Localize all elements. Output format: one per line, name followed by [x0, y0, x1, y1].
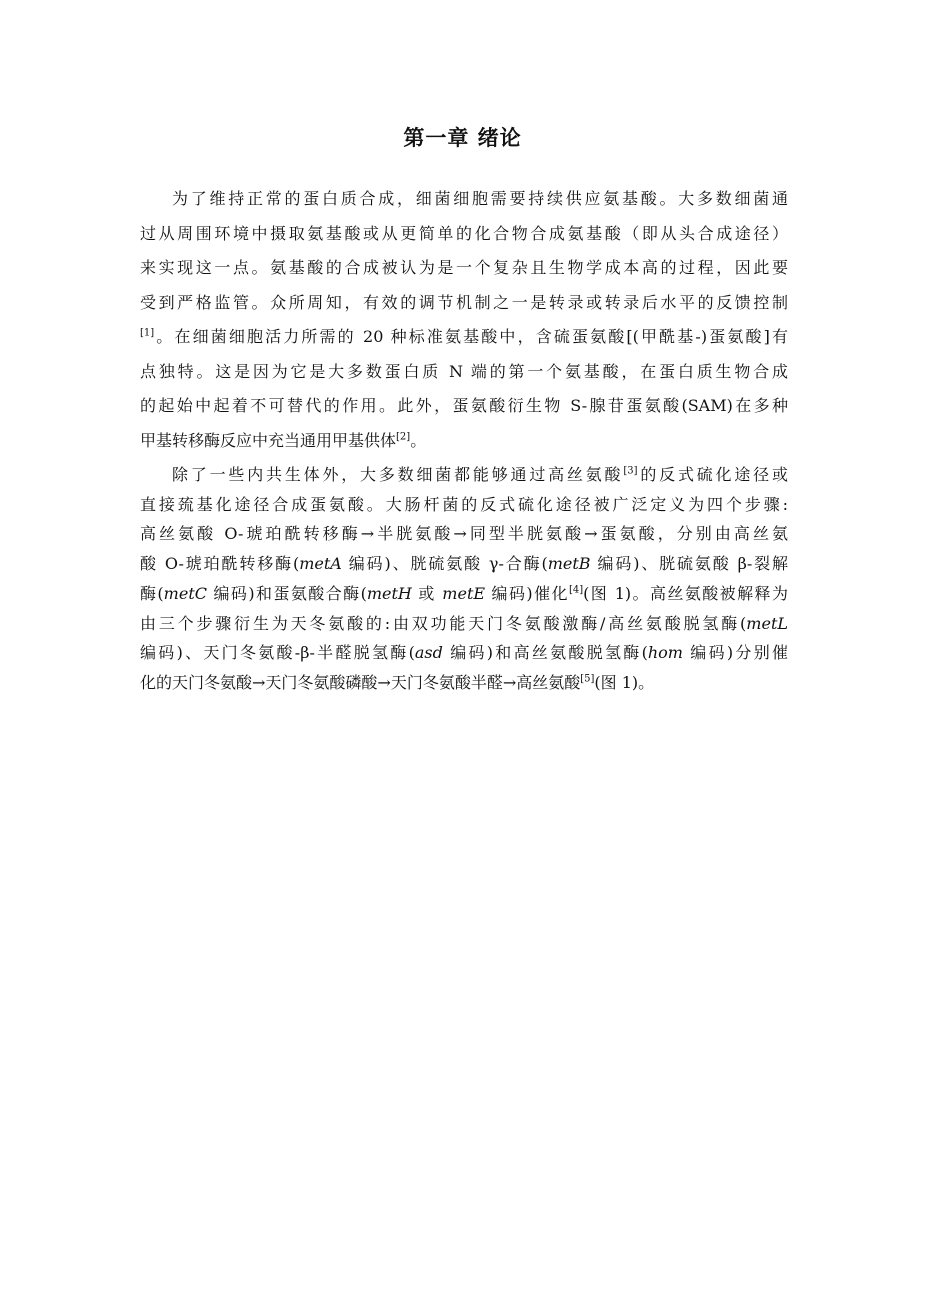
text-line: [140, 668, 788, 698]
text-segment: 编码)和蛋氨酸合酶(: [206, 583, 367, 603]
text-segment: 编码)和高丝氨酸脱氢酶(: [442, 643, 648, 663]
text-line: [140, 549, 788, 579]
text-line: 直接巯基化途径合成蛋氨酸。大肠杆菌的反式硫化途径被广泛定义为四个步骤:: [140, 494, 788, 514]
text-segment: (图 1)。高丝氨酸被解释为: [583, 583, 788, 603]
text-segment: 化的天门冬氨酸→天门冬氨酸磷酸→天门冬氨酸半醛→高丝氨酸: [140, 672, 581, 692]
gene-name: asd: [414, 643, 443, 663]
text-segment: 编码)、胱硫氨酸 β-裂解: [590, 554, 788, 574]
gene-name: hom: [647, 643, 683, 663]
text-segment: 。在细菌细胞活力所需的 20 种标准氨基酸中，含硫蛋氨酸[(甲酰基-)蛋氨酸]有: [154, 327, 788, 346]
text-line: 高丝氨酸 O-琥珀酰转移酶→半胱氨酸→同型半胱氨酸→蛋氨酸，分别由高丝氨: [140, 524, 788, 544]
citation-ref: [5]: [580, 673, 595, 685]
gene-name: metC: [163, 583, 207, 603]
citation-ref: [2]: [396, 431, 411, 443]
text-segment: 酸 O-琥珀酰转移酶(: [140, 554, 300, 574]
text-line: 受到严格监管。众所周知，有效的调节机制之一是转录或转录后水平的反馈控制: [140, 292, 788, 312]
text-line: 过从周围环境中摄取氨基酸或从更简单的化合物合成氨基酸（即从头合成途径）: [140, 223, 788, 243]
text-line: [140, 320, 788, 355]
text-line: [140, 579, 788, 609]
citation-ref: [3]: [623, 465, 638, 477]
gene-name: metH: [366, 583, 412, 603]
text-line: 为了维持正常的蛋白质合成，细菌细胞需要持续供应氨基酸。大多数细菌通: [172, 189, 788, 208]
text-segment: 的反式硫化途径或: [637, 465, 788, 484]
text-line: [140, 638, 788, 668]
paragraph-1: [140, 182, 788, 458]
citation-ref: [1]: [140, 327, 155, 339]
chapter-title: 第一章 绪论: [403, 126, 522, 150]
gene-name: metE: [442, 583, 486, 603]
text-line: 的起始中起着不可替代的作用。此外，蛋氨酸衍生物 S-腺苷蛋氨酸(SAM)在多种: [140, 396, 788, 415]
text-segment: 编码)、天门冬氨酸-β-半醛脱氢酶(: [140, 643, 415, 663]
body-text: [140, 182, 788, 698]
text-line: [140, 460, 788, 490]
text-segment: 由三个步骤衍生为天冬氨酸的:由双功能天门冬氨酸激酶/高丝氨酸脱氢酶(: [140, 613, 747, 633]
paragraph-2: [140, 460, 788, 698]
text-line: [140, 609, 788, 639]
text-segment: 除了一些内共生体外，大多数细菌都能够通过高丝氨酸: [172, 465, 624, 484]
text-line: [140, 424, 788, 459]
text-line: 来实现这一点。氨基酸的合成被认为是一个复杂且生物学成本高的过程，因此要: [140, 258, 788, 277]
text-segment: 或: [411, 583, 443, 603]
text-segment: 编码)分别催: [682, 643, 788, 663]
gene-name: metA: [299, 554, 342, 574]
gene-name: metB: [547, 554, 591, 574]
text-line: 点独特。这是因为它是大多数蛋白质 N 端的第一个氨基酸，在蛋白质生物合成: [140, 361, 788, 381]
text-segment: 。: [410, 430, 427, 450]
citation-ref: [4]: [568, 584, 584, 596]
gene-name: metL: [746, 613, 788, 633]
text-segment: 编码)、胱硫氨酸 γ-合酶(: [341, 554, 548, 574]
text-segment: 甲基转移酶反应中充当通用甲基供体: [140, 430, 397, 450]
text-segment: 编码)催化: [485, 583, 569, 603]
text-segment: (图 1)。: [594, 672, 655, 692]
text-segment: 酶(: [140, 583, 164, 603]
